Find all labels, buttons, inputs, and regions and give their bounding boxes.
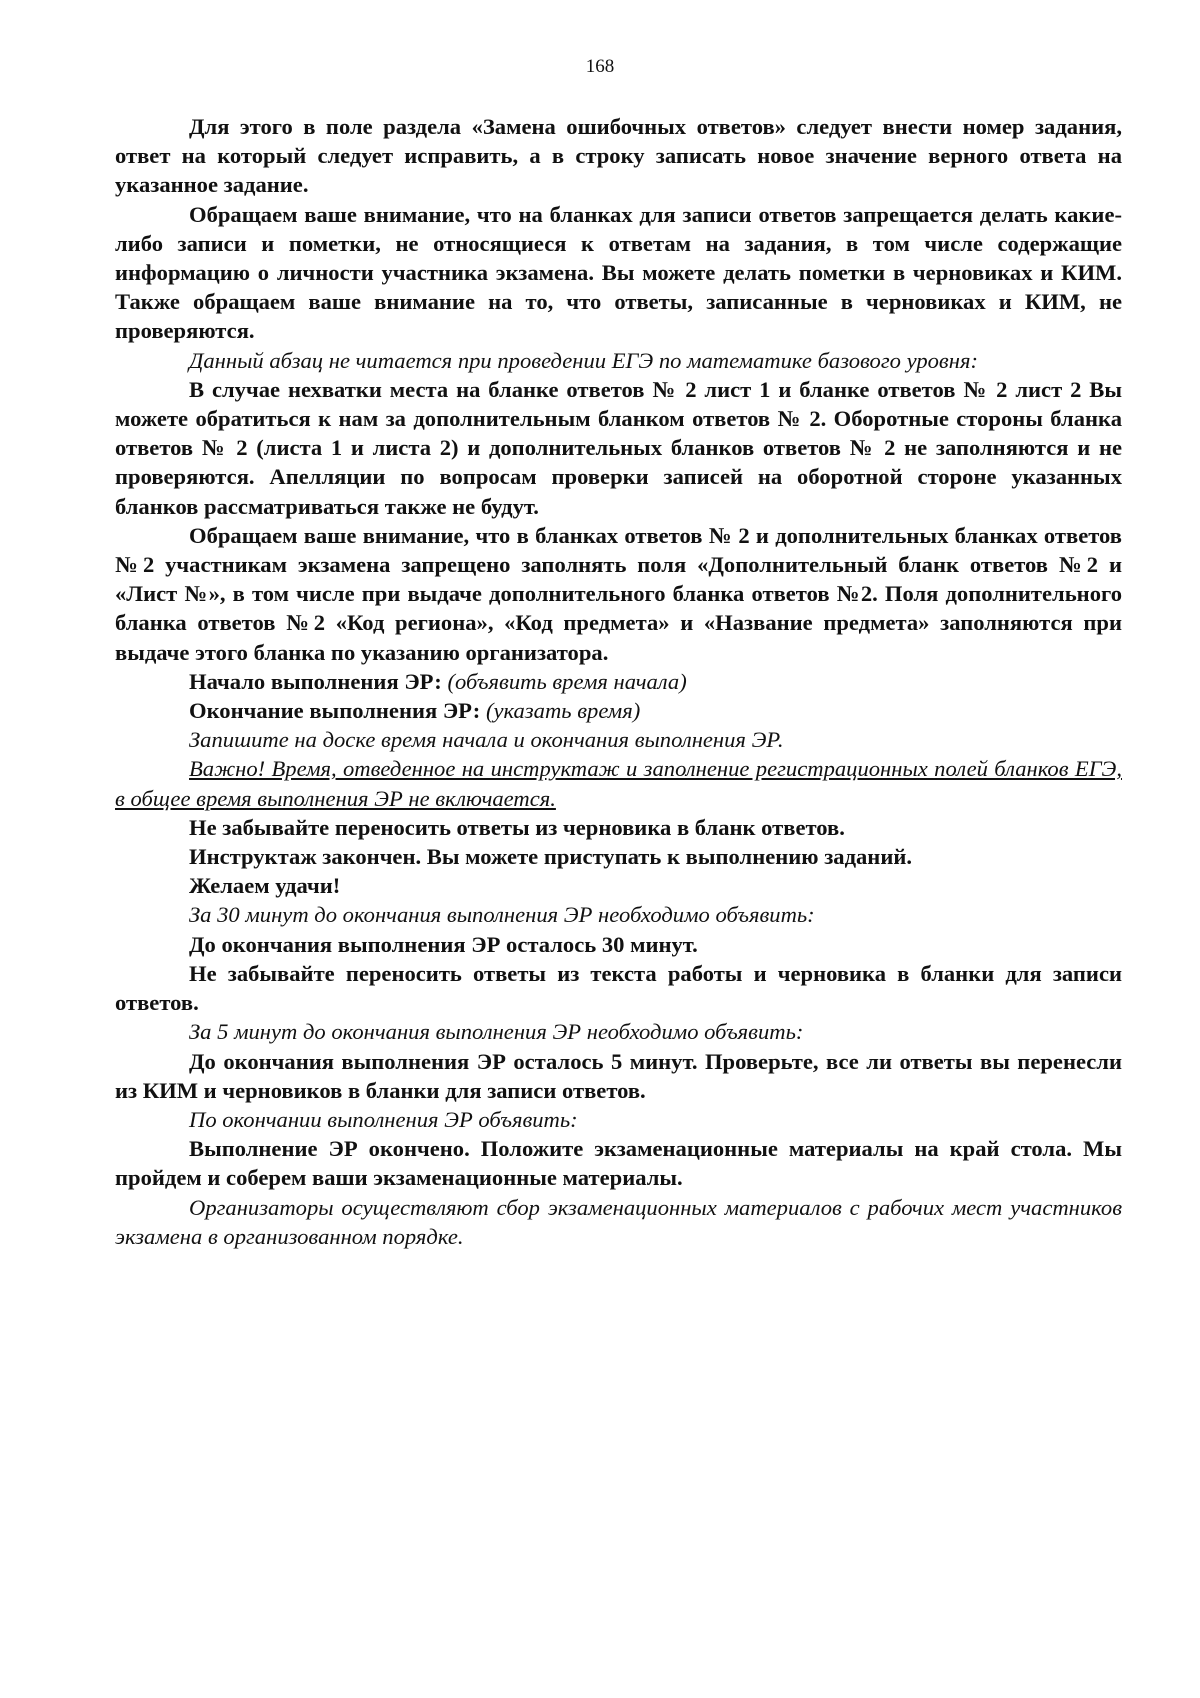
paragraph-good-luck: Желаем удачи! [189, 873, 341, 899]
paragraph-extra-sheet-fields: Обращаем ваше внимание, что в бланках ответов № 2 и дополнительных бланках ответов №2 участникам экзамена запрещено заполнять поля «Дополнительный бланк ответов №2 и «Лист №», в том числе при выдаче дополнительного бланка ответов №2. Поля дополнительного бланка ответов №2 «Код региона», «Код предмета» и «Название предмета» заполняются при выдаче этого бланка по указанию организатора. [115, 522, 1122, 665]
note-on-finish: По окончании выполнения ЭР объявить: [189, 1106, 578, 1132]
paragraph-transfer-reminder: Не забывайте переносить ответы из текста работы и черновика в бланки для записи ответов. [115, 960, 1122, 1016]
page-number: 168 [585, 56, 615, 77]
paragraph-work-finished: Выполнение ЭР окончено. Положите экзаменационные материалы на край стола. Мы пройдем и соберем ваши экзаменационные материалы. [115, 1136, 1122, 1191]
start-time-label: Начало выполнения ЭР: [189, 668, 442, 694]
note-important-time: Важно! Время, отведенное на инструктаж и заполнение регистрационных полей бланков ЕГЭ, в общее время выполнения ЭР не включается. [115, 756, 1122, 811]
paragraph-30-min-left: До окончания выполнения ЭР осталось 30 минут. [189, 931, 698, 957]
note-30-min: За 30 минут до окончания выполнения ЭР необходимо объявить: [189, 902, 815, 928]
page-body [115, 112, 1122, 1251]
note-collect-materials: Организаторы осуществляют сбор экзаменационных материалов с рабочих мест участников экзамена в организованном порядке. [115, 1194, 1122, 1249]
end-time-label: Окончание выполнения ЭР: [189, 698, 481, 724]
paragraph-transfer-answers: Не забывайте переносить ответы из черновика в бланк ответов. [189, 814, 845, 840]
start-time-instruction: (объявить время начала) [447, 668, 687, 694]
paragraph-no-marks-warning: Обращаем ваше внимание, что на бланках для записи ответов запрещается делать какие-либо записи и пометки, не относящиеся к ответам на задания, в том числе содержащие информацию о личности участника экзамена. Вы можете делать пометки в черновиках и КИМ. Также обращаем ваше внимание на то, что ответы, записанные в черновиках и КИМ, не проверяются. [115, 201, 1122, 344]
start-time-line [115, 667, 1122, 696]
end-time-line [115, 696, 1122, 725]
note-write-on-board: Запишите на доске время начала и окончания выполнения ЭР. [189, 727, 784, 753]
end-time-instruction: (указать время) [486, 698, 641, 724]
paragraph-extra-answer-sheet: В случае нехватки места на бланке ответов № 2 лист 1 и бланке ответов № 2 лист 2 Вы можете обратиться к нам за дополнительным бланком ответов № 2. Оборотные стороны бланка ответов № 2 (листа 1 и листа 2) и дополнительных бланков ответов № 2 не заполняются и не проверяются. Апелляции по вопросам проверки записей на оборотной стороне указанных бланков рассматриваться также не будут. [115, 376, 1122, 519]
paragraph-replace-answers: Для этого в поле раздела «Замена ошибочных ответов» следует внести номер задания, ответ на который следует исправить, а в строку записать новое значение верного ответа на указанное задание. [115, 114, 1122, 198]
note-math-base-level: Данный абзац не читается при проведении ЕГЭ по математике базового уровня: [189, 347, 978, 373]
paragraph-5-min-left: До окончания выполнения ЭР осталось 5 минут. Проверьте, все ли ответы вы перенесли из КИМ и черновиков в бланки для записи ответов. [115, 1048, 1122, 1103]
note-5-min: За 5 минут до окончания выполнения ЭР необходимо объявить: [189, 1019, 804, 1045]
paragraph-briefing-finished: Инструктаж закончен. Вы можете приступать к выполнению заданий. [189, 844, 912, 870]
